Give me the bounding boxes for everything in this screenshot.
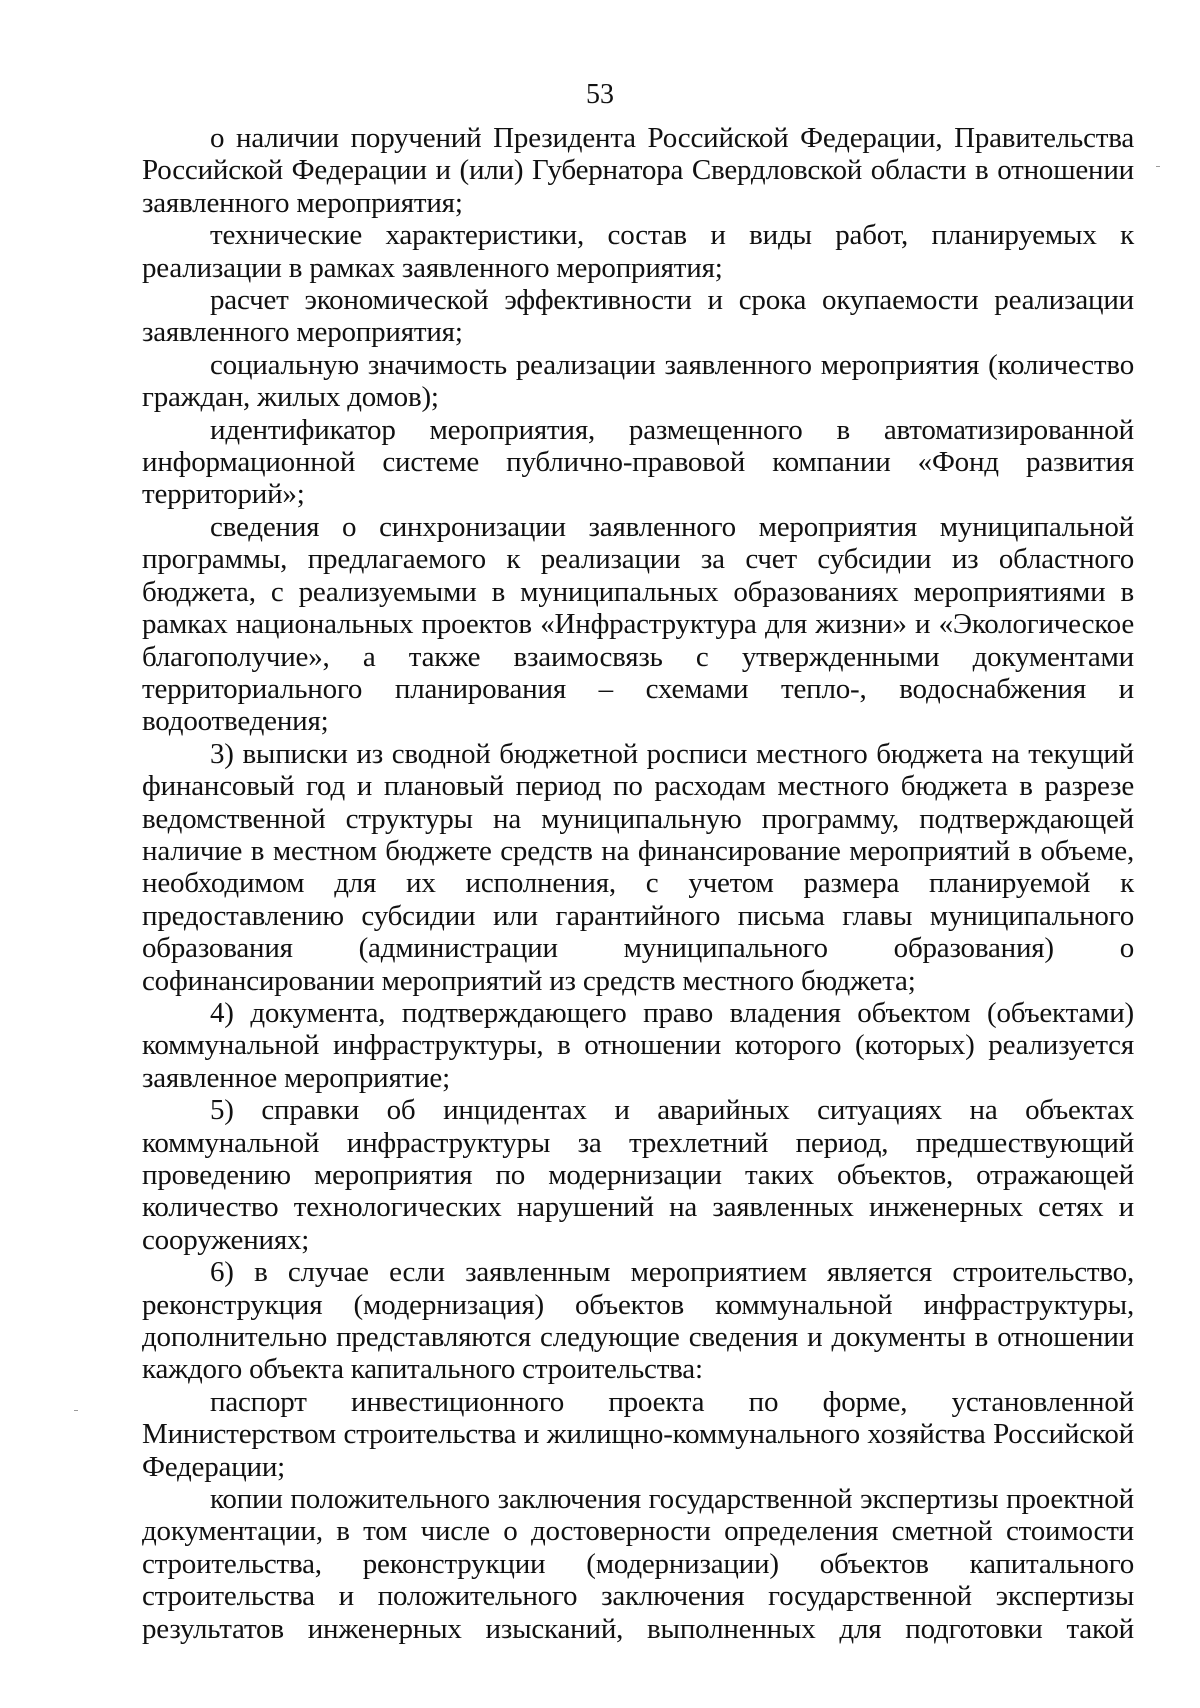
- paragraph: 5) справки об инцидентах и аварийных ситуациях на объектах коммунальной инфраструктуры за трехлетний период, предшествующий проведению мероприятия по модернизации таких объектов, отражающей количество технологических нарушений на заявленных инженерных сетях и сооружениях;: [142, 1094, 1134, 1256]
- paragraph: технические характеристики, состав и виды работ, планируемых к реализации в рамках заявленного мероприятия;: [142, 219, 1134, 284]
- scan-speck: [1156, 166, 1160, 167]
- paragraph: 4) документа, подтверждающего право владения объектом (объектами) коммунальной инфраструктуры, в отношении которого (которых) реализуется заявленное мероприятие;: [142, 996, 1134, 1094]
- paragraph: социальную значимость реализации заявленного мероприятия (количество граждан, жилых домов);: [142, 348, 1134, 414]
- scan-speck: [74, 1410, 78, 1411]
- paragraph: о наличии поручений Президента Российской Федерации, Правительства Российской Федерации и (или) Губернатора Свердловской области в отношении заявленного мероприятия;: [142, 122, 1134, 219]
- paragraph: паспорт инвестиционного проекта по форме, установленной Министерством строительства и жилищно-коммунального хозяйства Российской Федерации;: [142, 1385, 1134, 1483]
- paragraph: 3) выписки из сводной бюджетной росписи местного бюджета на текущий финансовый год и плановый период по расходам местного бюджета в разрезе ведомственной структуры на муниципальную программу, подтверждающей наличие в местном бюджете средств на финансирование мероприятий в объеме, необходимом для их исполнения, с учетом размера планируемой к предоставлению субсидии или гарантийного письма главы муниципального образования (администрации муниципального образования) о софинансировании мероприятий из средств местного бюджета;: [142, 737, 1134, 997]
- paragraph: расчет экономической эффективности и срока окупаемости реализации заявленного мероприятия;: [142, 284, 1134, 349]
- paragraph: идентификатор мероприятия, размещенного в автоматизированной информационной системе публично-правовой компании «Фонд развития территорий»;: [142, 413, 1134, 511]
- paragraph: 6) в случае если заявленным мероприятием является строительство, реконструкция (модернизация) объектов коммунальной инфраструктуры, дополнительно представляются следующие сведения и документы в отношении каждого объекта капитального строительства:: [142, 1256, 1134, 1386]
- page-number: 53: [586, 79, 614, 110]
- document-body: [142, 122, 1134, 1645]
- paragraph: сведения о синхронизации заявленного мероприятия муниципальной программы, предлагаемого к реализации за счет субсидии из областного бюджета, с реализуемыми в муниципальных образованиях мероприятиями в рамках национальных проектов «Инфраструктура для жизни» и «Экологическое благополучие», а также взаимосвязь с утвержденными документами территориального планирования – схемами тепло-, водоснабжения и водоотведения;: [142, 510, 1134, 738]
- paragraph: копии положительного заключения государственной экспертизы проектной документации, в том числе о достоверности определения сметной стоимости строительства, реконструкции (модернизации) объектов капитального строительства и положительного заключения государственной экспертизы результатов инженерных изысканий, выполненных для подготовки такой: [142, 1483, 1134, 1645]
